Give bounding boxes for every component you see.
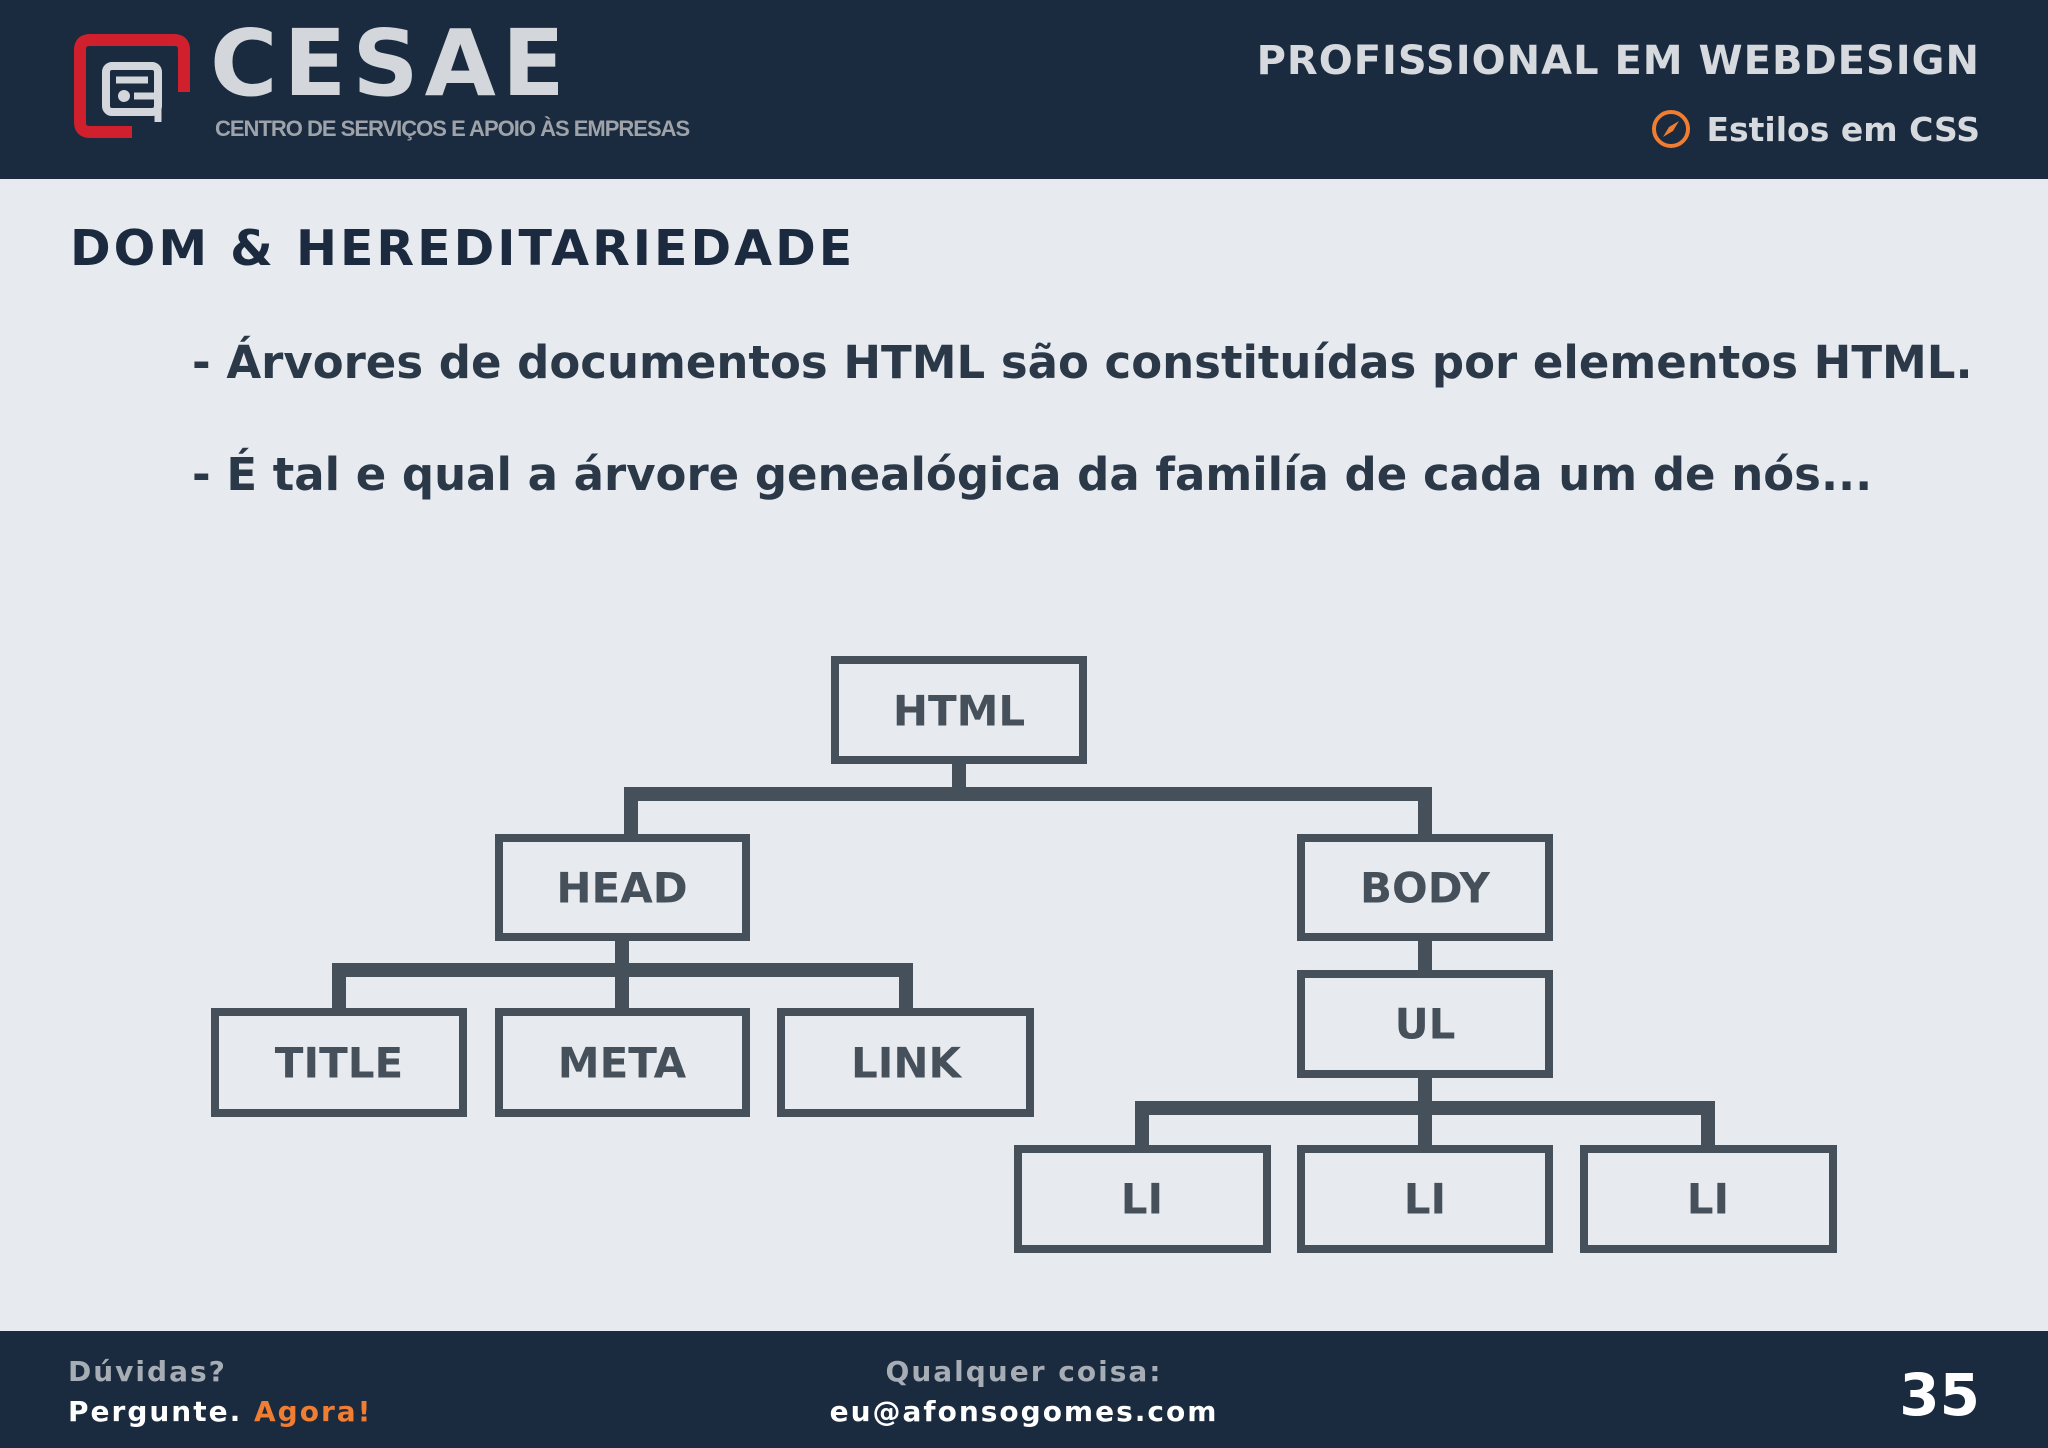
- footer-question: Dúvidas?: [68, 1355, 227, 1388]
- footer-now: Agora!: [254, 1395, 373, 1428]
- node-label-meta: META: [557, 1038, 687, 1088]
- footer-contact-label: Qualquer coisa:: [885, 1355, 1163, 1388]
- node-label-link: LINK: [850, 1038, 962, 1088]
- node-label-li: LI: [1403, 1174, 1447, 1224]
- slide-title: DOM & HEREDITARIEDADE: [70, 220, 856, 277]
- course-title: PROFISSIONAL EM WEBDESIGN: [1256, 38, 1980, 84]
- connector-head-children: [339, 935, 906, 1011]
- node-label-head: HEAD: [556, 863, 688, 913]
- node-label-html: HTML: [892, 686, 1026, 736]
- footer-ask: Pergunte.: [68, 1395, 243, 1428]
- node-label-title: TITLE: [274, 1038, 404, 1088]
- node-label-li: LI: [1120, 1174, 1164, 1224]
- node-label-ul: UL: [1394, 999, 1456, 1049]
- module-title: Estilos em CSS: [1706, 109, 1980, 149]
- connector-ul-children: [1142, 1072, 1708, 1148]
- slide-footer: [0, 1331, 2048, 1448]
- page-number: 35: [1899, 1361, 1980, 1429]
- node-label-li: LI: [1686, 1174, 1730, 1224]
- bullet-point: - Árvores de documentos HTML são constituídas por elementos HTML.: [192, 336, 1973, 389]
- brand-subtitle: CENTRO DE SERVIÇOS E APOIO ÀS EMPRESAS: [215, 116, 690, 141]
- connector-html-children: [631, 762, 1425, 836]
- brand-name: CESAE: [210, 10, 571, 117]
- node-label-body: BODY: [1360, 863, 1490, 913]
- footer-email: eu@afonsogomes.com: [829, 1395, 1219, 1428]
- bullet-point: - É tal e qual a árvore genealógica da familía de cada um de nós...: [192, 448, 1873, 501]
